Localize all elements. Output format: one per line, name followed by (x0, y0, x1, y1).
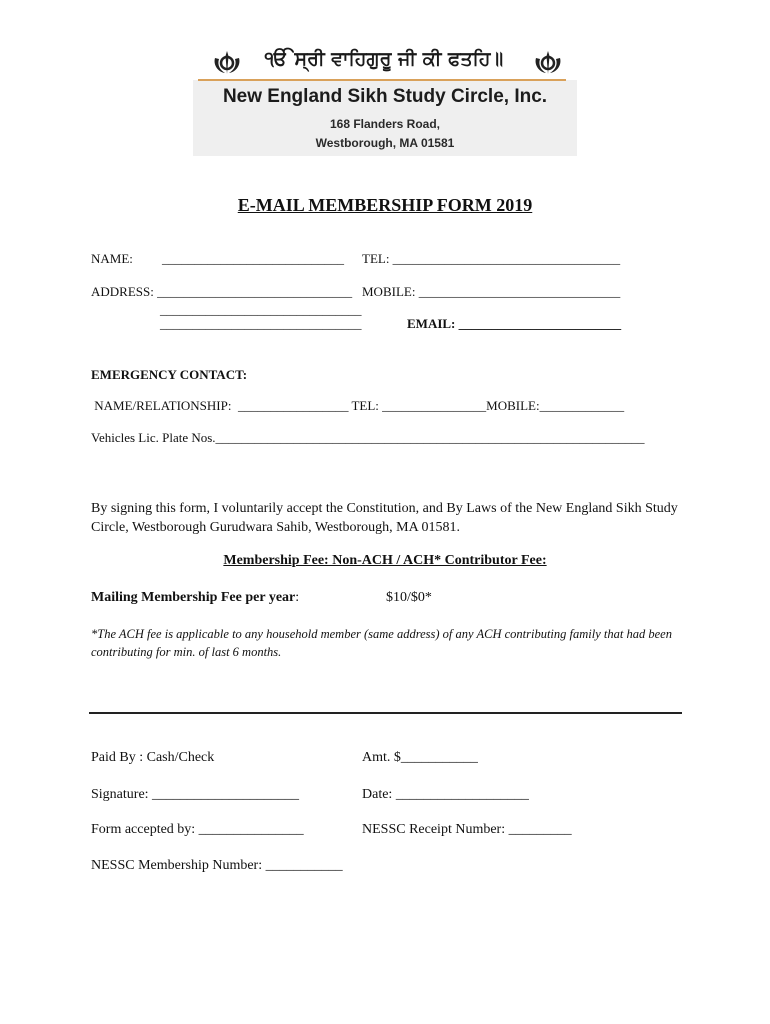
address-field-line1[interactable]: ADDRESS: ______________________________ (91, 284, 353, 299)
receipt-number-field[interactable]: NESSC Receipt Number: _________ (362, 822, 572, 837)
accepted-by-field[interactable]: Form accepted by: _______________ (91, 822, 304, 837)
fee-label: Mailing Membership Fee per year (91, 590, 296, 605)
name-label: NAME: (91, 251, 133, 266)
email-field[interactable]: EMAIL: _________________________ (407, 316, 622, 331)
gurmukhi-blessing: ੴ ਸ੍ਰੀ ਵਾਹਿਗੁਰੂ ਜੀ ਕੀ ਫਤਹਿ॥ (264, 48, 504, 70)
paid-by-field[interactable]: Paid By : Cash/Check (91, 750, 215, 765)
address-field-line3[interactable]: _______________________________ (160, 316, 362, 331)
fee-colon: : (295, 590, 300, 605)
tel-field[interactable]: TEL: ___________________________________ (362, 251, 621, 266)
section-divider (89, 712, 682, 714)
signature-field[interactable]: Signature: _____________________ (91, 787, 300, 802)
khanda-left-icon (212, 50, 242, 76)
consent-statement: By signing this form, I voluntarily accept the Constitution, and By Laws of the New England Sikh Study Circle, Westborough Gurudwara Sahib, Westborough, MA 01581. (91, 501, 678, 535)
name-field[interactable]: ____________________________ (162, 251, 344, 266)
fee-heading: Membership Fee: Non-ACH / ACH* Contributor Fee: (223, 553, 547, 568)
ach-note: *The ACH fee is applicable to any household member (same address) of any ACH contributing family that had been contributing for min. of last 6 months. (91, 627, 672, 659)
organization-address-line1: 168 Flanders Road, (329, 117, 441, 131)
amount-field[interactable]: Amt. $___________ (362, 750, 478, 765)
emergency-contact-heading: EMERGENCY CONTACT: (91, 367, 248, 382)
letterhead-rule (198, 79, 566, 81)
mobile-field[interactable]: MOBILE: _______________________________ (362, 284, 621, 299)
form-title: E-MAIL MEMBERSHIP FORM 2019 (237, 195, 533, 215)
organization-name: New England Sikh Study Circle, Inc. (222, 86, 548, 107)
khanda-right-icon (533, 50, 563, 76)
vehicle-plate-field[interactable]: Vehicles Lic. Plate Nos.__________________________________________________________________ (91, 430, 645, 445)
date-field[interactable]: Date: ___________________ (362, 787, 529, 802)
organization-address-line2: Westborough, MA 01581 (315, 136, 455, 150)
fee-row (91, 590, 299, 606)
address-field-line2[interactable]: _______________________________ (160, 302, 362, 317)
membership-number-field[interactable]: NESSC Membership Number: ___________ (91, 858, 343, 873)
fee-value: $10/$0* (386, 590, 432, 605)
emergency-contact-fields[interactable]: NAME/RELATIONSHIP: _________________ TEL: ________________MOBILE:_____________ (91, 398, 625, 413)
